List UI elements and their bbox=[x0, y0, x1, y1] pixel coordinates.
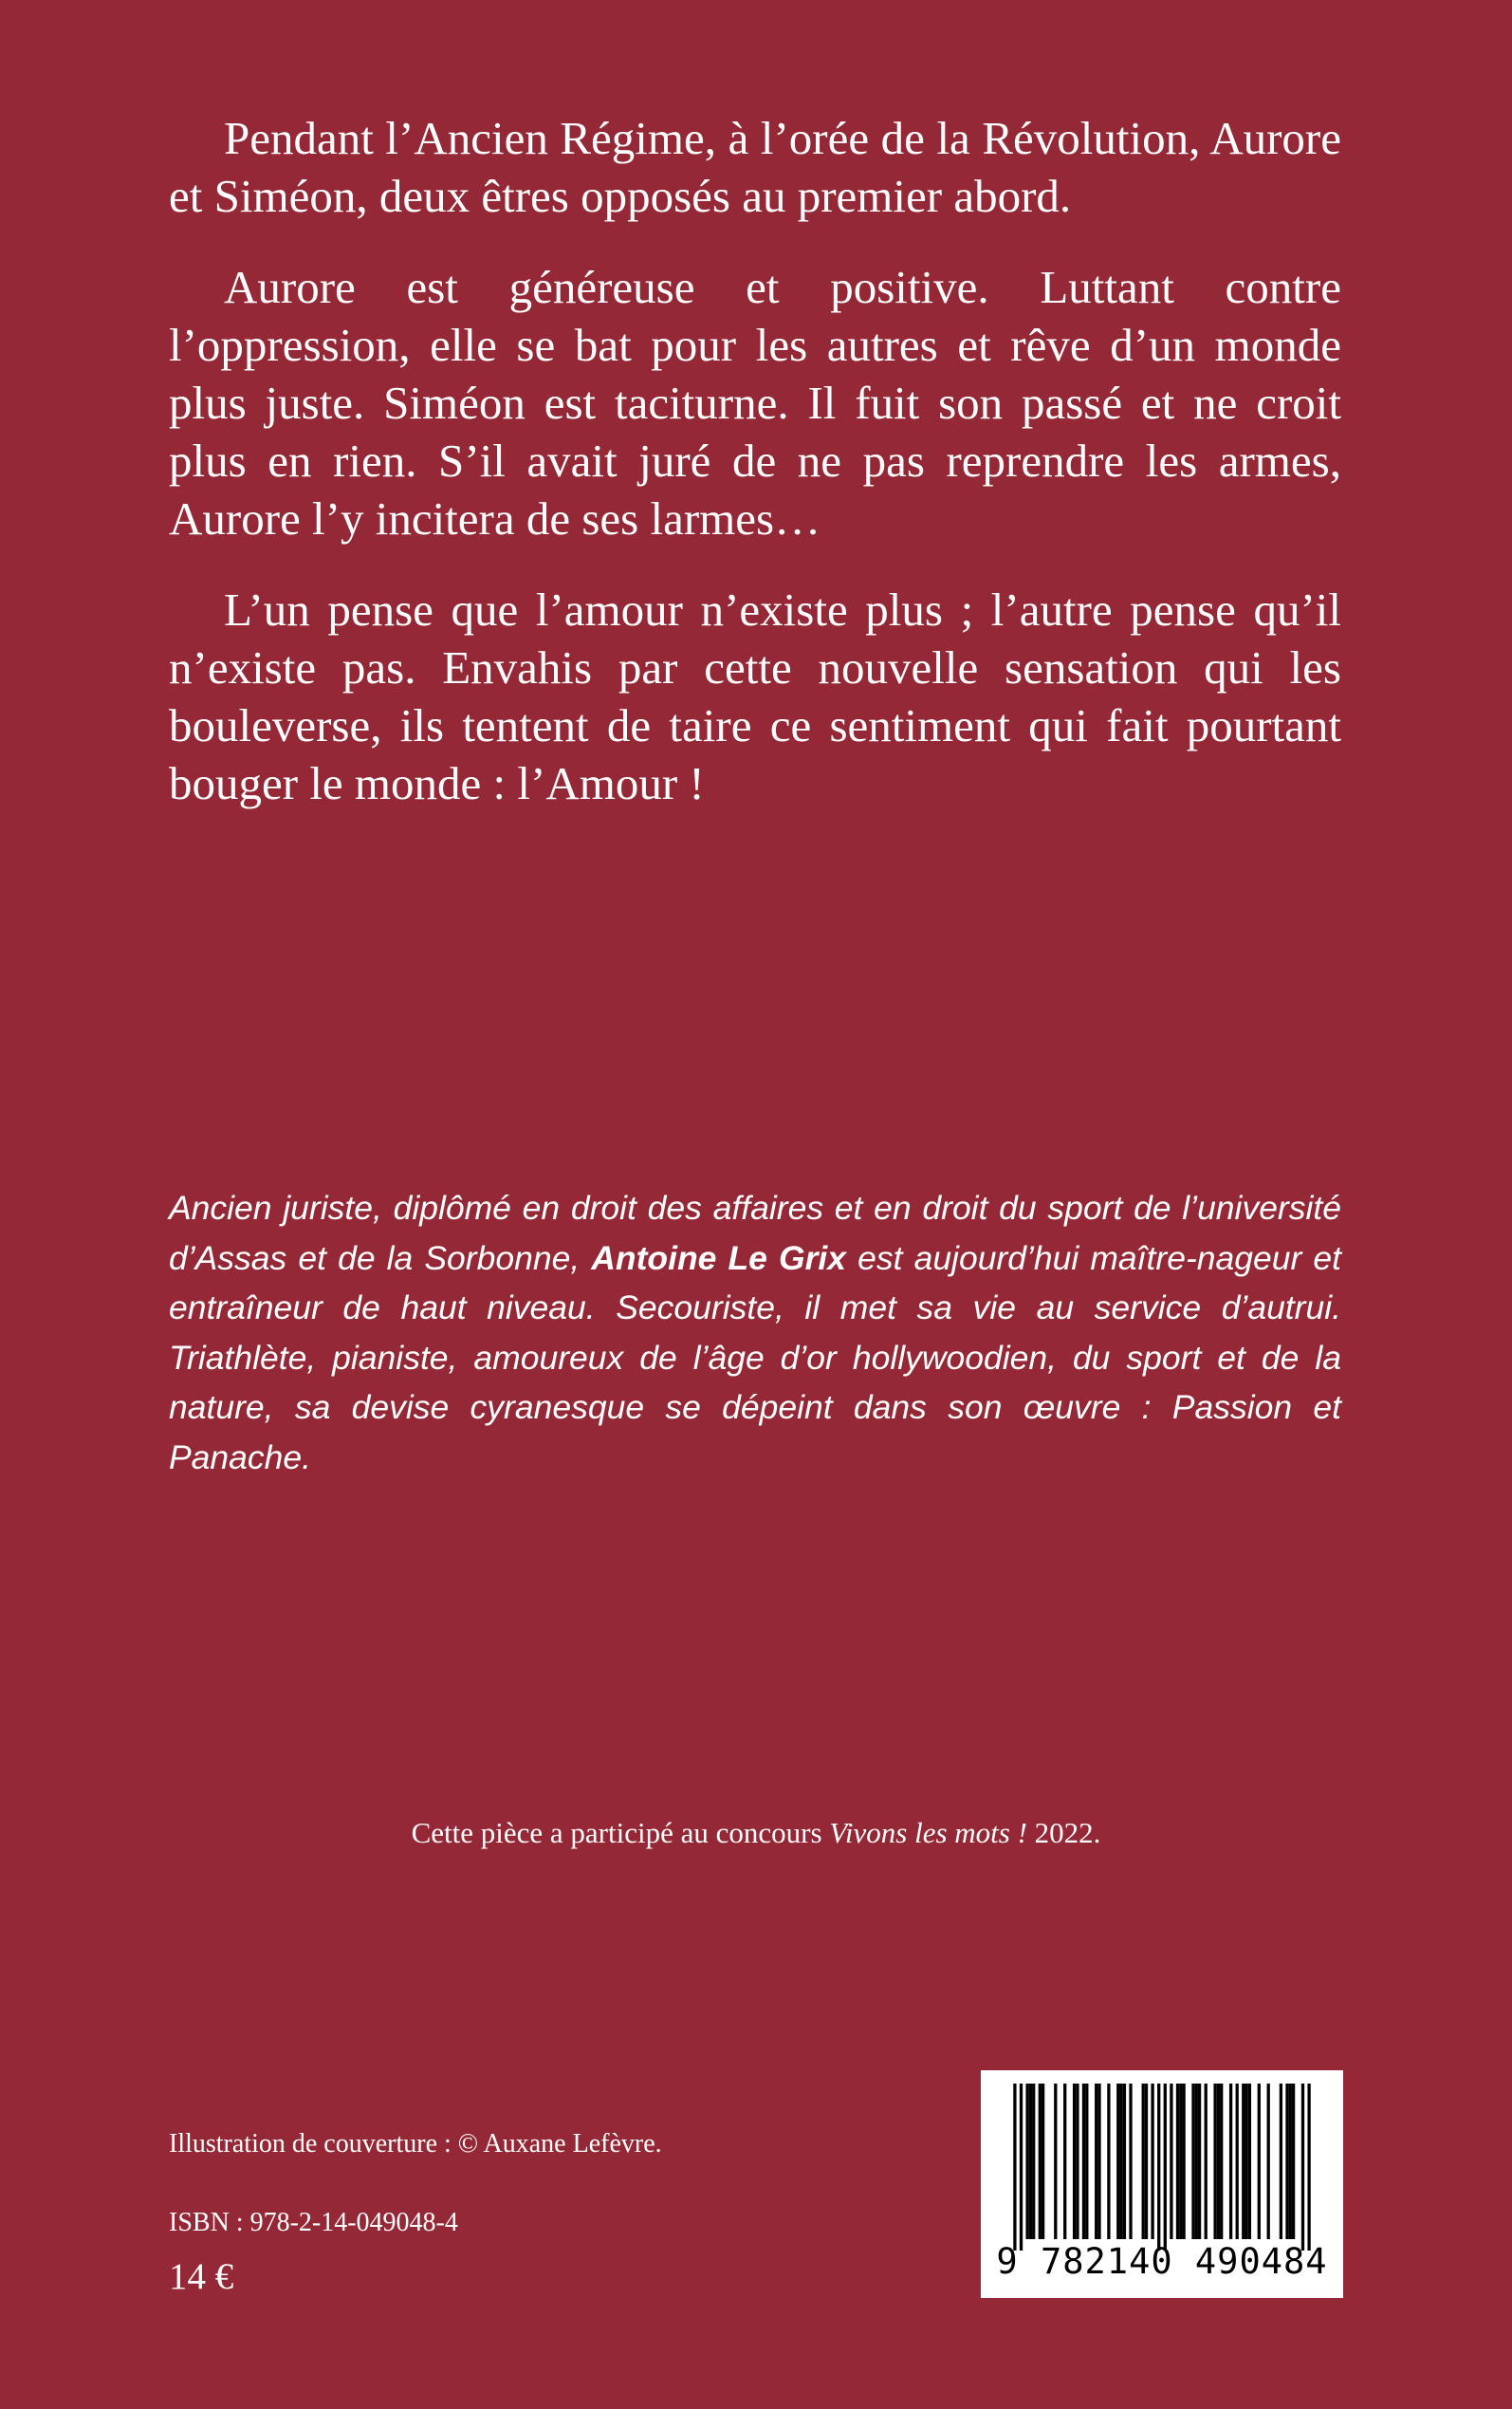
barcode-bar bbox=[1157, 2084, 1160, 2251]
barcode-bar bbox=[1025, 2084, 1028, 2239]
barcode-bar bbox=[1095, 2084, 1097, 2239]
barcode-bar bbox=[1191, 2084, 1194, 2239]
barcode-bar bbox=[1280, 2084, 1282, 2239]
synopsis-paragraph-3: L’un pense que l’amour n’existe plus ; l’autre pense qu’il n’existe pas. Envahis par cette nouvelle sensation qui les bouleverse, ils tentent de taire ce sentiment qui fait pourtant bouger le monde : l’Amour ! bbox=[169, 584, 1341, 809]
barcode-bar bbox=[1116, 2084, 1119, 2239]
barcode-bar bbox=[1170, 2084, 1172, 2239]
barcode-bar bbox=[1054, 2084, 1057, 2239]
price: 14 € bbox=[169, 2256, 234, 2297]
barcode-bar bbox=[1220, 2084, 1223, 2239]
contest-year: 2022. bbox=[1026, 1816, 1101, 1849]
barcode-bar bbox=[1213, 2084, 1216, 2239]
barcode-bar bbox=[1179, 2084, 1182, 2239]
barcode-bar bbox=[1029, 2084, 1032, 2239]
synopsis-paragraph-1: Pendant l’Ancien Régime, à l’orée de la Révolution, Aurore et Siméon, deux êtres opposés au premier abord. bbox=[169, 112, 1341, 222]
barcode-bar bbox=[1164, 2084, 1167, 2251]
barcode-bar bbox=[1119, 2084, 1122, 2239]
barcode-bar bbox=[1063, 2084, 1066, 2239]
barcode-bar bbox=[1032, 2084, 1035, 2239]
barcode-bar bbox=[1176, 2084, 1179, 2239]
barcode-bar bbox=[1145, 2084, 1148, 2239]
synopsis-paragraph-2: Aurore est généreuse et positive. Luttant contre l’oppression, elle se bat pour les autres et rêve d’un monde plus juste. Siméon est taciturne. Il fuit son passé et ne croit plus en rien. S’il avait juré de ne pas reprendre les armes, Aurore l’y incitera de ses larmes… bbox=[169, 261, 1341, 545]
barcode-bar bbox=[1258, 2084, 1261, 2239]
barcode-bar bbox=[1267, 2084, 1270, 2239]
barcode-bar bbox=[1123, 2084, 1126, 2239]
barcode-bar bbox=[1248, 2084, 1251, 2239]
barcode-bar bbox=[1042, 2084, 1044, 2239]
barcode-bar bbox=[1107, 2084, 1110, 2239]
barcode-bar bbox=[1097, 2084, 1100, 2239]
barcode-bar bbox=[1289, 2084, 1292, 2239]
barcode-bar bbox=[1245, 2084, 1247, 2239]
barcode-bar bbox=[1301, 2084, 1304, 2251]
illustration-credit: Illustration de couverture : © Auxane Lefèvre. bbox=[169, 2129, 662, 2159]
barcode-bar bbox=[1076, 2084, 1079, 2239]
barcode bbox=[981, 2070, 1343, 2298]
author-bio bbox=[169, 1183, 1341, 1483]
barcode-bar bbox=[1142, 2084, 1145, 2239]
barcode-digits: 9 782140 490484 bbox=[996, 2241, 1328, 2282]
barcode-bar bbox=[1229, 2084, 1232, 2239]
barcode-bar bbox=[1205, 2084, 1208, 2239]
synopsis bbox=[169, 109, 1341, 845]
author-bio-rest: est aujourd’hui maître-nageur et entraîneur de haut niveau. Secouriste, il met sa vie au service d’autrui. Triathlète, pianiste, amoureux de l’âge d’or hollywoodien, du sport et de la nature, sa devise cyranesque se dépeint dans son œuvre : Passion et Panache. bbox=[169, 1238, 1342, 1476]
barcode-bar bbox=[1073, 2084, 1076, 2239]
barcode-bar bbox=[1307, 2084, 1310, 2251]
barcode-bar bbox=[1020, 2084, 1023, 2251]
barcode-bar bbox=[1082, 2084, 1085, 2239]
barcode-bar bbox=[1195, 2084, 1198, 2239]
barcode-bar bbox=[1217, 2084, 1220, 2239]
barcode-bar bbox=[1242, 2084, 1245, 2239]
barcode-bar bbox=[1182, 2084, 1185, 2239]
isbn: ISBN : 978-2-14-049048-4 bbox=[169, 2208, 458, 2237]
barcode-bar bbox=[1236, 2084, 1239, 2239]
contest-title: Vivons les mots ! bbox=[829, 1816, 1027, 1849]
barcode-bar bbox=[1285, 2084, 1288, 2239]
barcode-bar bbox=[1039, 2084, 1042, 2239]
barcode-bar bbox=[1013, 2084, 1016, 2251]
barcode-bar bbox=[1198, 2084, 1201, 2239]
barcode-bar bbox=[1151, 2084, 1153, 2239]
barcode-bar bbox=[1085, 2084, 1088, 2239]
author-bio-intro: Ancien juriste, diplômé en droit des affaires et en droit du sport de l’université d’Assas et de la Sorbonne, bbox=[169, 1189, 1341, 1277]
barcode-bar bbox=[1292, 2084, 1295, 2239]
barcode-bar bbox=[1129, 2084, 1132, 2239]
contest-note bbox=[0, 1814, 1512, 1852]
author-name: Antoine Le Grix bbox=[591, 1238, 847, 1277]
contest-note-intro: Cette pièce a participé au concours bbox=[411, 1816, 830, 1849]
